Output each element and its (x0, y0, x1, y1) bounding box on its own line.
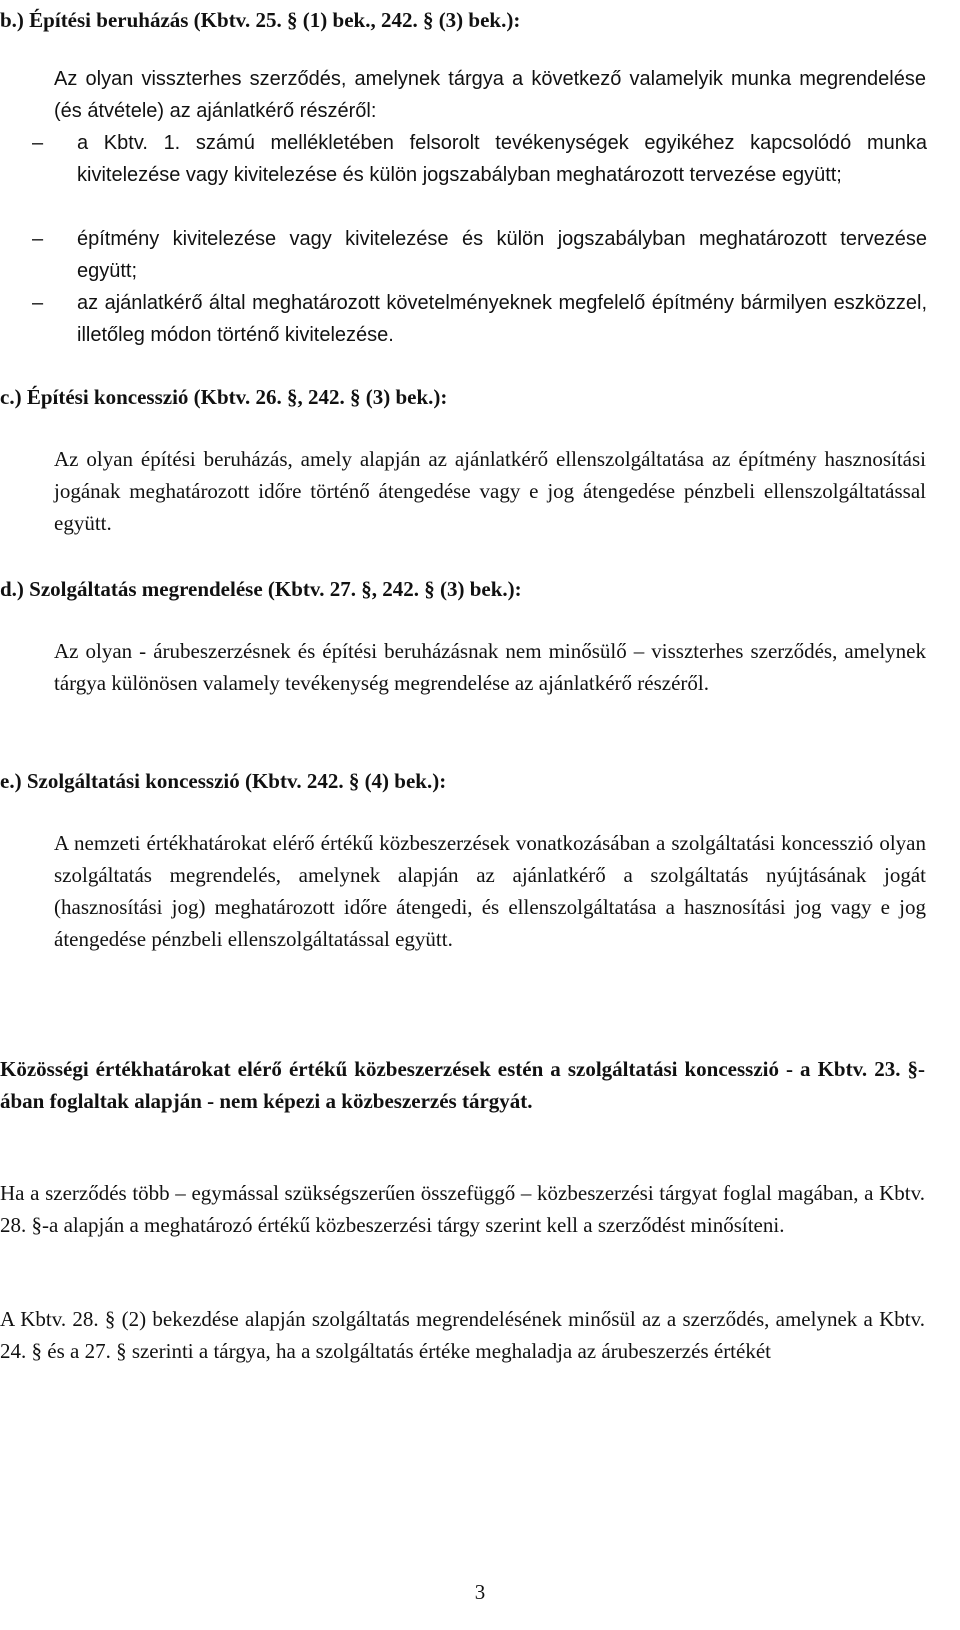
bullet-dash: – (32, 132, 44, 154)
section-e-heading: e.) Szolgáltatási koncesszió (Kbtv. 242. § (4) bek.): (0, 769, 447, 793)
kbtv-28-2-paragraph: A Kbtv. 28. § (2) bekezdése alapján szolgáltatás megrendelésének minősül az a szerződés, amelynek a Kbtv. 24. § és a 27. § szerinti a tárgya, ha a szolgáltatás értéke meghaladja az árubeszerzés értékét (0, 1307, 925, 1363)
section-b-intro: Az olyan visszterhes szerződés, amelynek tárgya a következő valamelyik munka megrendelése (és átvétele) az ajánlatkérő részéről: (54, 68, 926, 122)
section-c-body: Az olyan építési beruházás, amely alapján az ajánlatkérő ellenszolgáltatása az építmény hasznosítási jogának meghatározott időre történő átengedése vagy e jog átengedése pénzbeli ellenszolgáltatással együtt. (54, 447, 926, 535)
bullet-text: építmény kivitelezése vagy kivitelezése és külön jogszabályban meghatározott tervezése együtt; (77, 228, 927, 282)
bullet-text: a Kbtv. 1. számú mellékletében felsorolt tevékenységek egyikéhez kapcsolódó munka kivitelezése vagy kivitelezése és külön jogszabályban meghatározott tervezése együtt; (77, 132, 927, 186)
bullet-dash: – (32, 292, 44, 314)
section-e-body: A nemzeti értékhatárokat elérő értékű közbeszerzések vonatkozásában a szolgáltatási koncesszió olyan szolgáltatás megrendelés, amelynek alapján az ajánlatkérő a szolgáltatás nyújtásának jogát (hasznosítási jog) meghatározott időre átengedi, és ellenszolgáltatása a hasznosítási jog vagy e jog átengedése pénzbeli ellenszolgáltatással együtt. (54, 831, 926, 951)
community-threshold-note: Közösségi értékhatárokat elérő értékű közbeszerzések estén a szolgáltatási koncesszió - a Kbtv. 23. §-ában foglaltak alapján - nem képezi a közbeszerzés tárgyát. (0, 1057, 925, 1113)
multiple-subjects-paragraph: Ha a szerződés több – egymással szükségszerűen összefüggő – közbeszerzési tárgyat foglal magában, a Kbtv. 28. §-a alapján a meghatározó értékű közbeszerzési tárgy szerint kell a szerződést minősíteni. (0, 1181, 925, 1237)
bullet-dash: – (32, 228, 44, 250)
section-d-heading: d.) Szolgáltatás megrendelése (Kbtv. 27. §, 242. § (3) bek.): (0, 577, 522, 601)
section-b-heading: b.) Építési beruházás (Kbtv. 25. § (1) bek., 242. § (3) bek.): (0, 8, 521, 32)
section-c-heading: c.) Építési koncesszió (Kbtv. 26. §, 242. § (3) bek.): (0, 385, 448, 409)
section-d-body: Az olyan - árubeszerzésnek és építési beruházásnak nem minősülő – visszterhes szerződés, amelynek tárgya különösen valamely tevékenység megrendelése az ajánlatkérő részéről. (54, 639, 926, 695)
bullet-text: az ajánlatkérő által meghatározott követelményeknek megfelelő építmény bármilyen eszközzel, illetőleg módon történő kivitelezése. (77, 292, 927, 346)
page-number: 3 (474, 1580, 486, 1604)
